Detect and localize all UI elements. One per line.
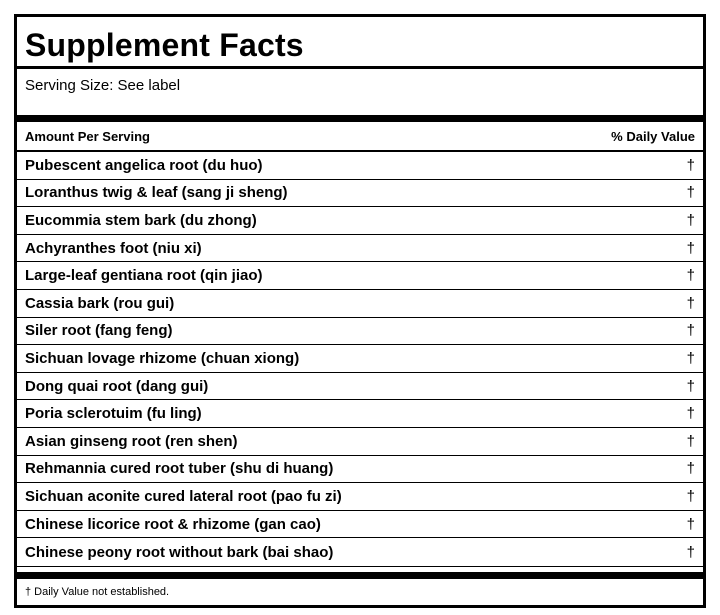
ingredient-daily-value: † — [686, 156, 695, 174]
ingredient-daily-value: † — [686, 515, 695, 533]
ingredient-name: Chinese peony root without bark (bai shao) — [25, 543, 334, 561]
ingredient-daily-value: † — [686, 405, 695, 423]
ingredient-row — [17, 262, 703, 290]
ingredient-row — [17, 373, 703, 401]
ingredient-name: Poria sclerotuim (fu ling) — [25, 405, 202, 423]
ingredient-name: Rehmannia cured root tuber (shu di huang) — [25, 460, 334, 478]
ingredient-name: Chinese licorice root & rhizome (gan cao) — [25, 515, 321, 533]
daily-value-header: % Daily Value — [611, 128, 695, 144]
ingredient-daily-value: † — [686, 349, 695, 367]
ingredient-name: Asian ginseng root (ren shen) — [25, 432, 238, 450]
ingredient-row — [17, 180, 703, 208]
ingredient-name: Achyranthes foot (niu xi) — [25, 239, 202, 257]
ingredient-daily-value: † — [686, 184, 695, 202]
ingredient-name: Pubescent angelica root (du huo) — [25, 156, 263, 174]
ingredient-daily-value: † — [686, 211, 695, 229]
ingredient-name: Siler root (fang feng) — [25, 322, 173, 340]
ingredient-row — [17, 152, 703, 180]
ingredient-row — [17, 400, 703, 428]
ingredient-name: Dong quai root (dang gui) — [25, 377, 209, 395]
ingredient-daily-value: † — [686, 543, 695, 561]
ingredient-row — [17, 428, 703, 456]
ingredient-daily-value: † — [686, 377, 695, 395]
ingredient-list — [17, 152, 703, 566]
ingredient-daily-value: † — [686, 460, 695, 478]
ingredient-daily-value: † — [686, 239, 695, 257]
serving-size: Serving Size: See label — [17, 69, 703, 122]
ingredient-daily-value: † — [686, 322, 695, 340]
ingredient-row — [17, 207, 703, 235]
ingredient-row — [17, 235, 703, 263]
ingredient-row — [17, 318, 703, 346]
supplement-facts-panel — [14, 14, 706, 608]
ingredient-name: Sichuan lovage rhizome (chuan xiong) — [25, 349, 300, 367]
bottom-divider — [17, 566, 703, 579]
ingredient-daily-value: † — [686, 487, 695, 505]
amount-per-serving-header: Amount Per Serving — [25, 128, 150, 144]
ingredient-row — [17, 483, 703, 511]
ingredient-row — [17, 511, 703, 539]
ingredient-daily-value: † — [686, 294, 695, 312]
footnote: † Daily Value not established. — [25, 585, 170, 598]
column-header-row — [17, 122, 703, 152]
ingredient-name: Cassia bark (rou gui) — [25, 294, 175, 312]
ingredient-name: Eucommia stem bark (du zhong) — [25, 211, 257, 229]
ingredient-name: Sichuan aconite cured lateral root (pao fu zi) — [25, 487, 342, 505]
ingredient-daily-value: † — [686, 432, 695, 450]
ingredient-daily-value: † — [686, 267, 695, 285]
ingredient-row — [17, 345, 703, 373]
ingredient-row — [17, 290, 703, 318]
ingredient-name: Loranthus twig & leaf (sang ji sheng) — [25, 184, 288, 202]
ingredient-row — [17, 538, 703, 566]
ingredient-row — [17, 456, 703, 484]
ingredient-name: Large-leaf gentiana root (qin jiao) — [25, 267, 263, 285]
panel-title: Supplement Facts — [17, 17, 703, 69]
